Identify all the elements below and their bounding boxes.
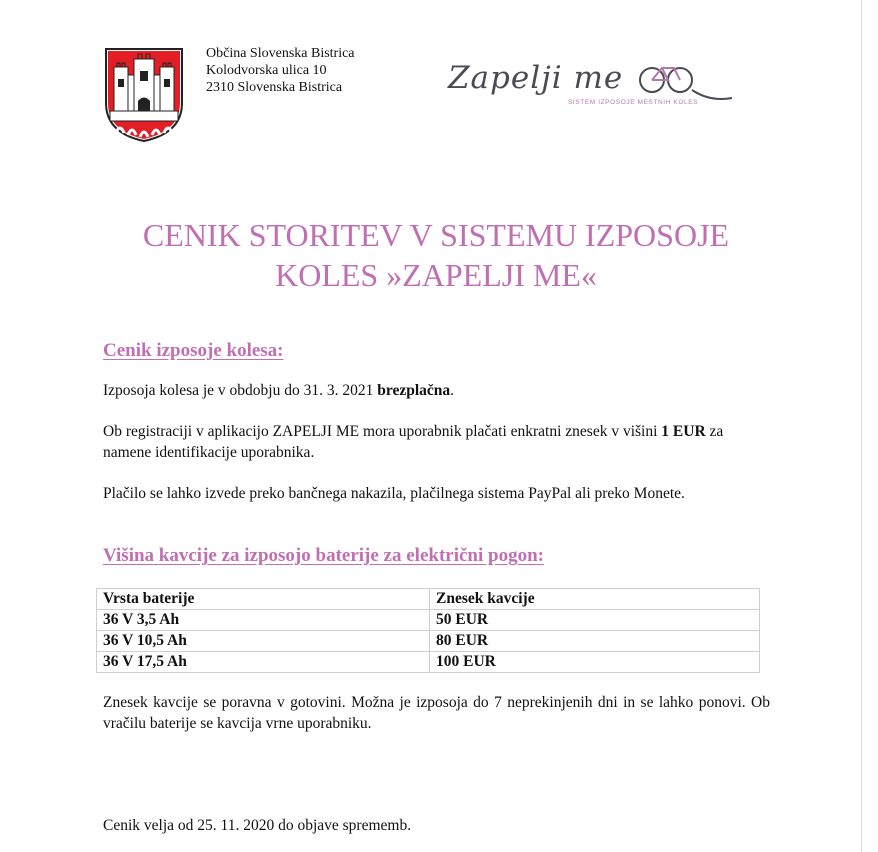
address-line-street: Kolodvorska ulica 10	[206, 63, 327, 78]
paragraph-validity: Cenik velja od 25. 11. 2020 do objave sprememb.	[103, 817, 412, 834]
table-cell: 36 V 10,5 Ah	[97, 631, 430, 652]
table-cell: 36 V 17,5 Ah	[97, 652, 430, 673]
paragraph-payment-methods: Plačilo se lahko izvede preko bančnega nakazila, plačilnega sistema PayPal ali preko Monete.	[103, 485, 685, 502]
section-heading-rental-price: Cenik izposoje kolesa:	[103, 340, 284, 361]
table-row	[97, 631, 760, 652]
table-row	[97, 652, 760, 673]
p2-end: za namene identifikacije uporabnika.	[103, 423, 724, 461]
address-line-name: Občina Slovenska Bistrica	[206, 46, 355, 61]
table-cell: 36 V 3,5 Ah	[97, 610, 430, 631]
coat-of-arms-logo	[104, 47, 184, 143]
logo-wordmark: Zapelji me	[448, 60, 624, 96]
table-cell: 80 EUR	[430, 631, 760, 652]
paragraph-deposit-note: Znesek kavcije se poravna v gotovini. Možna je izposoja do 7 neprekinjenih dni in se lahko ponovi. Ob vračilu baterije se kavcija vrne uporabniku.	[103, 694, 770, 732]
title-line-2: KOLES »ZAPELJI ME«	[275, 257, 597, 293]
p2-bold: 1 EUR	[661, 423, 706, 440]
section-heading-battery-deposit: Višina kavcije za izposojo baterije za električni pogon:	[103, 545, 544, 566]
paragraph-free-rental	[103, 380, 770, 401]
logo-subtitle: SISTEM IZPOSOJE MESTNIH KOLES	[568, 99, 699, 106]
p2-text: Ob registraciji v aplikacijo ZAPELJI ME mora uporabnik plačati enkratni znesek v višini	[103, 423, 662, 440]
table-header-cell: Znesek kavcije	[430, 589, 760, 610]
table-row	[97, 610, 760, 631]
address-line-city: 2310 Slovenska Bistrica	[206, 80, 343, 95]
p1-text: Izposoja kolesa je v obdobju do 31. 3. 2021	[103, 382, 378, 399]
bicycle-icon	[630, 58, 740, 104]
paragraph-registration-fee	[103, 421, 770, 463]
title-line-1: CENIK STORITEV V SISTEMU IZPOSOJE	[142, 217, 730, 253]
p1-end: .	[450, 382, 455, 399]
table-header-row	[97, 589, 760, 610]
battery-deposit-table	[96, 588, 760, 673]
page-title	[60, 215, 812, 295]
page-right-edge	[861, 0, 878, 852]
p1-bold: brezplačna	[377, 382, 451, 399]
table-cell: 50 EUR	[430, 610, 760, 631]
table-cell: 100 EUR	[430, 652, 760, 673]
table-header-cell: Vrsta baterije	[97, 589, 430, 610]
municipality-address	[206, 45, 355, 96]
zapelji-me-logo	[430, 52, 740, 124]
